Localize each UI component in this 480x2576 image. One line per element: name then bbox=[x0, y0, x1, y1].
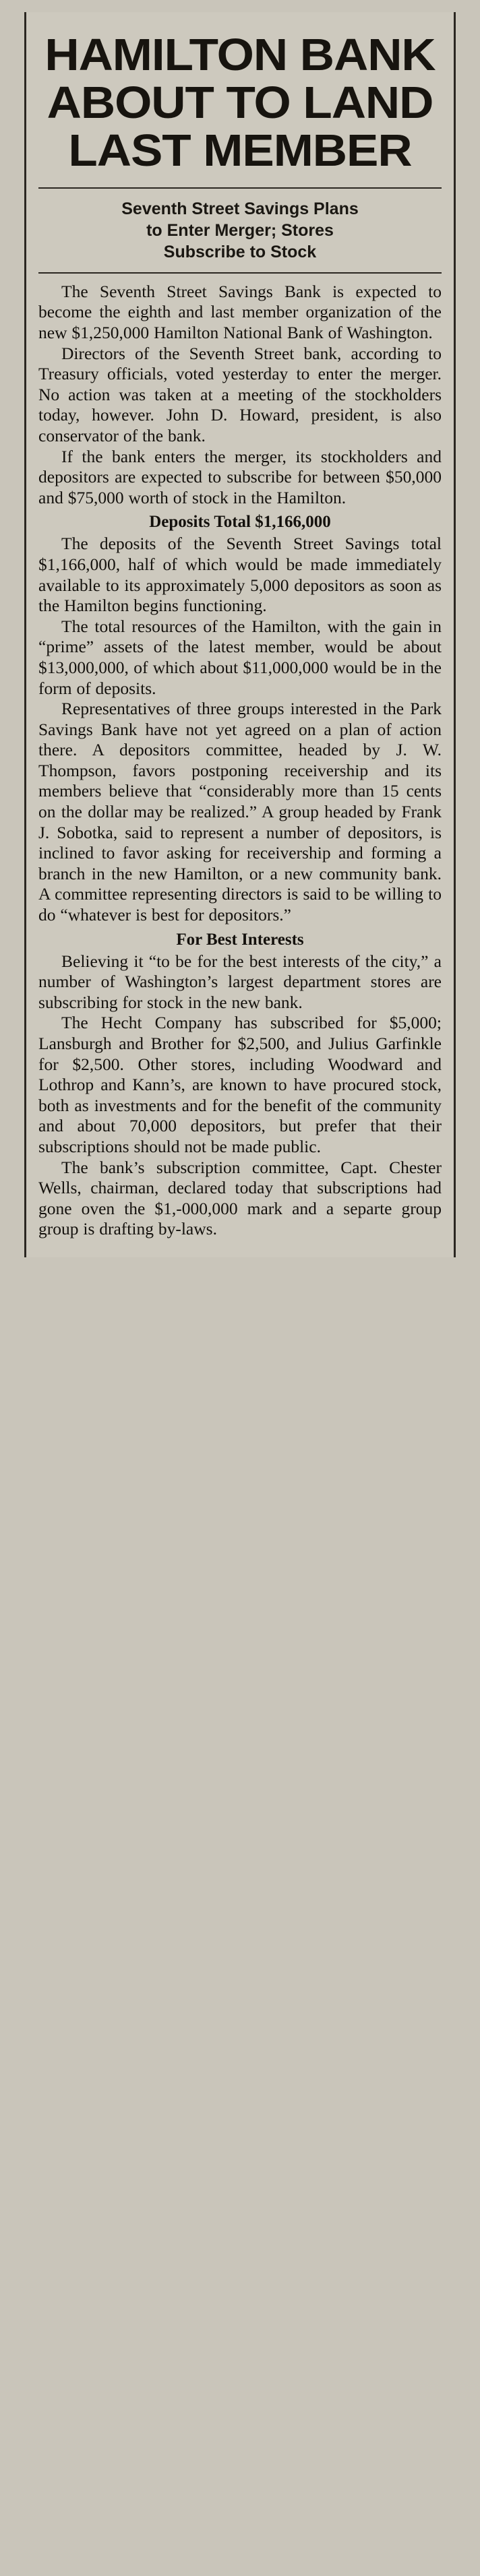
section-heading-interests: For Best Interests bbox=[176, 930, 304, 949]
paragraph: Directors of the Seventh Street bank, according to Treasury officials, voted yesterday to enter the merger. No action was taken at a meeting of the stockholders today, however. John D. Howard, president, is also conservator of the bank. bbox=[38, 343, 442, 445]
headline-line-3: LAST MEMBER bbox=[68, 125, 412, 177]
paragraph: The Hecht Company has subscribed for $5,000; Lansburgh and Brother for $2,500, and Julius Garfinkle for $2,500. Other stores, including Woodward and Lothrop and Kann’s, are known to have procured stock, both as investments and for the benefit of the community and about 70,000 depositors, but prefer that their subscriptions should not be made public. bbox=[38, 1013, 442, 1156]
headline-line-2: ABOUT TO LAND bbox=[47, 77, 433, 129]
article-body bbox=[38, 282, 442, 1240]
headline-line-1: HAMILTON BANK bbox=[44, 30, 436, 81]
paragraph: Believing it “to be for the best interests of the city,” a number of Washington’s largest department stores are subscribing for stock in the new bank. bbox=[38, 951, 442, 1012]
paragraph: The bank’s subscription committee, Capt. Chester Wells, chairman, declared today that subscriptions had gone oven the $1,-000,000 mark and a separte group group is drafting by-laws. bbox=[38, 1157, 442, 1239]
page-title bbox=[38, 30, 442, 177]
subheadline-line-3: Subscribe to Stock bbox=[163, 242, 317, 261]
headline-divider bbox=[38, 187, 442, 189]
paragraph: The Seventh Street Savings Bank is expected to become the eighth and last member organization of the new $1,250,000 Hamilton National Bank of Washington. bbox=[38, 281, 442, 343]
paragraph: If the bank enters the merger, its stockholders and depositors are expected to subscribe for between $50,000 and $75,000 worth of stock in the Hamilton. bbox=[38, 446, 442, 507]
paragraph: The total resources of the Hamilton, with the gain in “prime” assets of the latest member, would be about $13,000,000, of which about $11,000,000 would be in the form of deposits. bbox=[38, 616, 442, 698]
paragraph: The deposits of the Seventh Street Savings total $1,166,000, half of which would be made immediately available to its approximately 5,000 depositors as soon as the Hamilton begins functioning. bbox=[38, 534, 442, 616]
section-heading-deposits: Deposits Total $1,166,000 bbox=[149, 513, 331, 532]
article-column bbox=[24, 12, 456, 1257]
subheadline-line-2: to Enter Merger; Stores bbox=[146, 220, 334, 240]
paragraph: Representatives of three groups interested in the Park Savings Bank have not yet agreed on a plan of action there. A depositors committee, headed by J. W. Thompson, favors postponing receivership and its members believe that “considerably more than 15 cents on the dollar may be realized.” A group headed by Frank J. Sobotka, said to represent a number of depositors, is inclined to favor asking for receivership and forming a branch in the new Hamilton, or a new community bank. A committee representing directors is said to be willing to do “whatever is best for depositors.” bbox=[38, 699, 442, 925]
subheadline bbox=[42, 198, 438, 263]
subheadline-line-1: Seventh Street Savings Plans bbox=[121, 199, 359, 218]
subheadline-divider bbox=[38, 272, 442, 274]
